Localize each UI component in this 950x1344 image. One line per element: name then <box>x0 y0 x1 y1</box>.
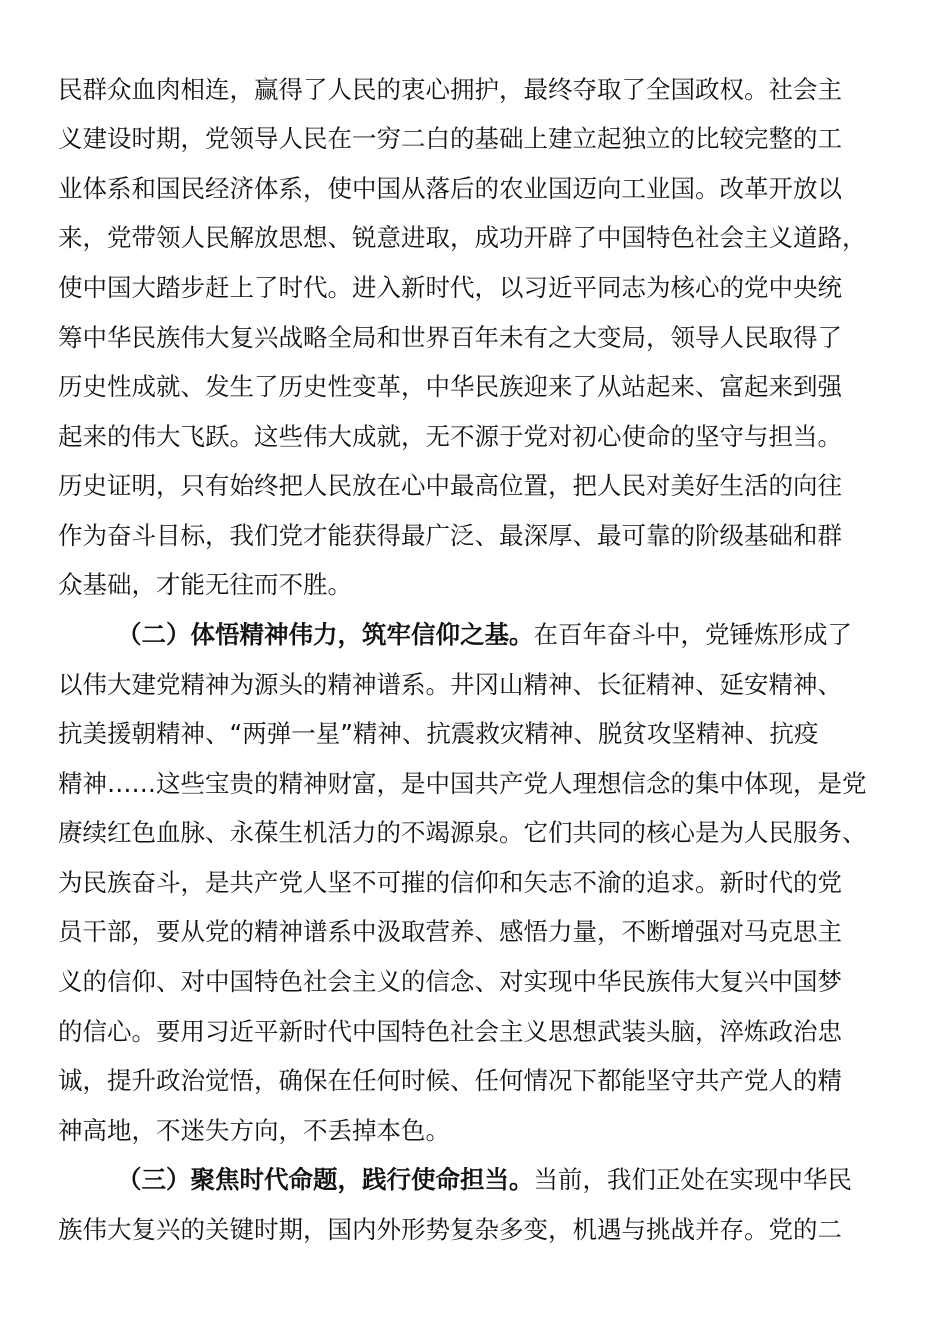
section-text: 当前，我们正处在实现中华民 <box>533 1165 852 1194</box>
text-line: 作为奋斗目标，我们党才能获得最广泛、最深厚、最可靠的阶级基础和群 <box>58 521 842 550</box>
section-heading: （三）聚焦时代命题，践行使命担当。 <box>117 1165 534 1194</box>
section-text: 在百年奋斗中，党锤炼形成了 <box>533 620 852 649</box>
text-line: 众基础，才能无往而不胜。 <box>58 570 352 599</box>
text-line: 义建设时期，党领导人民在一穷二白的基础上建立起独立的比较完整的工 <box>58 124 842 153</box>
text-line: 员干部，要从党的精神谱系中汲取营养、感悟力量，不断增强对马克思主 <box>58 917 842 946</box>
text-line: 族伟大复兴的关键时期，国内外形势复杂多变，机遇与挑战并存。党的二 <box>58 1215 842 1244</box>
text-line: 起来的伟大飞跃。这些伟大成就，无不源于党对初心使命的坚守与担当。 <box>58 422 842 451</box>
text-line: 的信心。要用习近平新时代中国特色社会主义思想武装头脑，淬炼政治忠 <box>58 1017 842 1046</box>
text-line: 赓续红色血脉、永葆生机活力的不竭源泉。它们共同的核心是为人民服务、 <box>58 818 867 847</box>
text-line: 历史性成就、发生了历史性变革，中华民族迎来了从站起来、富起来到强 <box>58 372 842 401</box>
section-heading-line <box>117 615 852 655</box>
text-line: 使中国大踏步赶上了时代。进入新时代，以习近平同志为核心的党中央统 <box>58 273 842 302</box>
text-line: 神高地，不迷失方向，不丢掉本色。 <box>58 1116 450 1145</box>
text-line: 筹中华民族伟大复兴战略全局和世界百年未有之大变局，领导人民取得了 <box>58 323 842 352</box>
text-line: 为民族奋斗，是共产党人坚不可摧的信仰和矢志不渝的追求。新时代的党 <box>58 868 842 897</box>
text-line: 抗美援朝精神、“两弹一星”精神、抗震救灾精神、脱贫攻坚精神、抗疫 <box>58 719 819 748</box>
text-line: 精神……这些宝贵的精神财富，是中国共产党人理想信念的集中体现，是党 <box>58 769 867 798</box>
text-line: 诚，提升政治觉悟，确保在任何时候、任何情况下都能坚守共产党人的精 <box>58 1066 842 1095</box>
text-line: 义的信仰、对中国特色社会主义的信念、对实现中华民族伟大复兴中国梦 <box>58 967 842 996</box>
text-line: 以伟大建党精神为源头的精神谱系。井冈山精神、长征精神、延安精神、 <box>58 670 842 699</box>
section-heading: （二）体悟精神伟力，筑牢信仰之基。 <box>117 620 534 649</box>
text-line: 业体系和国民经济体系，使中国从落后的农业国迈向工业国。改革开放以 <box>58 174 842 203</box>
text-line: 来，党带领人民解放思想、锐意进取，成功开辟了中国特色社会主义道路， <box>58 223 867 252</box>
section-heading-line <box>117 1160 852 1200</box>
text-line: 民群众血肉相连，赢得了人民的衷心拥护，最终夺取了全国政权。社会主 <box>58 75 842 104</box>
text-line: 历史证明，只有始终把人民放在心中最高位置，把人民对美好生活的向往 <box>58 471 842 500</box>
